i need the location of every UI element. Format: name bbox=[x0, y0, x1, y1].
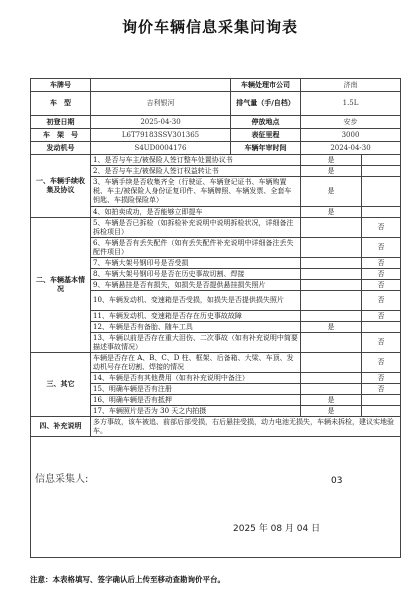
item-text: 3、车辆手续是否收集齐全（行驶证、车辆登记证书、车辆购置税、车主/被保险人身份证复印件、车辆牌照、车辆发票、全套车钥匙、车损险保险单） bbox=[91, 177, 301, 207]
remark-text: 多方事故，该车被追、前部后部受损，右后悬挂受损，动力电池无损失，车辆未拆检，建议实地验车。 bbox=[91, 417, 401, 437]
row-signature bbox=[31, 437, 401, 558]
item-yes: 是 bbox=[301, 177, 362, 207]
item-text: 4、如拍卖成功，是否能够立即提车 bbox=[91, 207, 301, 218]
item-text: 9、车辆悬挂是否有损失，如损失是否提供悬挂损失照片 bbox=[91, 280, 301, 291]
item-no bbox=[362, 155, 401, 166]
item-no bbox=[362, 406, 401, 417]
item-text: 16、明确车辆是否有抵押 bbox=[91, 395, 301, 406]
item-no: 否 bbox=[362, 258, 401, 269]
item-yes bbox=[301, 333, 362, 353]
item-yes: 是 bbox=[301, 207, 362, 218]
displacement-label: 排气量（手/自档） bbox=[231, 92, 301, 116]
frame-value: L6T79183SSV301365 bbox=[91, 129, 231, 142]
page-title: 询价车辆信息采集问询表 bbox=[121, 18, 298, 36]
table-row bbox=[31, 155, 401, 166]
item-no bbox=[362, 177, 401, 207]
section-procedures: 一、车辆手续收集及协议 bbox=[31, 155, 91, 218]
collector-mark: 03 bbox=[331, 476, 343, 486]
item-yes: 是 bbox=[301, 155, 362, 166]
item-no: 否 bbox=[362, 384, 401, 395]
item-text: 11、车辆发动机、变速箱是否存在历史事故故障 bbox=[91, 311, 301, 322]
item-no: 否 bbox=[362, 238, 401, 258]
row-model bbox=[31, 92, 401, 116]
reg-date-label: 初登日期 bbox=[31, 116, 91, 129]
item-no: 否 bbox=[362, 280, 401, 291]
item-no: 否 bbox=[362, 373, 401, 384]
item-text: 6、车辆是否有丢失配件（如有丢失配件补充说明中详细备注丢失配件项目） bbox=[91, 238, 301, 258]
item-no bbox=[362, 166, 401, 177]
handler-value: 济南 bbox=[301, 79, 401, 92]
item-text: 1、是否与车主/被保险人签订整车处置协议书 bbox=[91, 155, 301, 166]
table-row bbox=[31, 218, 401, 238]
item-yes bbox=[301, 280, 362, 291]
item-text: 2、是否与车主/被保险人签订权益转让书 bbox=[91, 166, 301, 177]
mileage-label: 表征里程 bbox=[231, 129, 301, 142]
item-yes: 是 bbox=[301, 166, 362, 177]
item-yes: 是 bbox=[301, 395, 362, 406]
row-engine bbox=[31, 142, 401, 155]
engine-label: 发动机号 bbox=[31, 142, 91, 155]
footer-note: 注意：本表格填写、签字确认后上传至移动查勘询价平台。 bbox=[30, 575, 225, 584]
parking-value: 安步 bbox=[301, 116, 401, 129]
parking-label: 停放地点 bbox=[231, 116, 301, 129]
item-no: 否 bbox=[362, 311, 401, 322]
item-text: 8、车辆大架号钢印号是否在历史事故切割、焊接 bbox=[91, 269, 301, 280]
section-other: 三、其它 bbox=[31, 353, 91, 417]
mileage-value: 3000 bbox=[301, 129, 401, 142]
item-text: 13、车辆以前是否存在重大泪伤、二次事故（如有补充说明中简要描述事故情况） bbox=[91, 333, 301, 353]
row-plate bbox=[31, 79, 401, 92]
model-value: 吉利银河 bbox=[91, 92, 231, 116]
item-text: 17、车辆照片是否为 30 天之内拍摄 bbox=[91, 406, 301, 417]
item-no bbox=[362, 322, 401, 333]
item-text: 10、车辆发动机、变速箱是否受损，如损失是否提供损失照片 bbox=[91, 291, 301, 311]
item-yes bbox=[301, 291, 362, 311]
item-no: 否 bbox=[362, 333, 401, 353]
item-yes bbox=[301, 384, 362, 395]
row-remarks bbox=[31, 417, 401, 437]
item-yes bbox=[301, 218, 362, 238]
item-no: 否 bbox=[362, 353, 401, 373]
row-reg-date bbox=[31, 116, 401, 129]
frame-label: 车 架 号 bbox=[31, 129, 91, 142]
item-no: 否 bbox=[362, 291, 401, 311]
table-row bbox=[31, 353, 401, 373]
plate-value bbox=[91, 79, 231, 92]
item-text: 车辆是否存在 A、B、C、D 柱、框架、后备箱、大梁、车顶、发动机号存在切割、焊接的情况 bbox=[91, 353, 301, 373]
signature-date: 2025 年 08 月 04 日 bbox=[233, 524, 321, 534]
item-yes: 是 bbox=[301, 406, 362, 417]
collector-label: 信息采集人: bbox=[35, 474, 89, 485]
item-no bbox=[362, 207, 401, 218]
item-yes bbox=[301, 269, 362, 280]
item-yes bbox=[301, 373, 362, 384]
row-frame bbox=[31, 129, 401, 142]
displacement-value: 1.5L bbox=[301, 92, 401, 116]
model-label: 车 型 bbox=[31, 92, 91, 116]
item-text: 14、车辆是否有其他费用（如有补充说明中备注） bbox=[91, 373, 301, 384]
item-yes bbox=[301, 353, 362, 373]
item-no: 否 bbox=[362, 269, 401, 280]
item-text: 7、车辆大架号钢印号是否受损 bbox=[91, 258, 301, 269]
signature-area bbox=[31, 437, 401, 558]
handler-label: 车辆处理市公司 bbox=[231, 79, 301, 92]
item-yes bbox=[301, 258, 362, 269]
plate-label: 车牌号 bbox=[31, 79, 91, 92]
annual-label: 车辆年审时间 bbox=[231, 142, 301, 155]
reg-date-value: 2025-04-30 bbox=[91, 116, 231, 129]
section-remarks: 四、补充说明 bbox=[31, 417, 91, 437]
item-text: 15、明确车辆是否有注册 bbox=[91, 384, 301, 395]
item-text: 5、车辆是否已拆检（如拆检补充说明中说明拆检状况，详细备注拆检项目） bbox=[91, 218, 301, 238]
item-yes bbox=[301, 311, 362, 322]
item-no: 否 bbox=[362, 218, 401, 238]
engine-value: S4UD0004176 bbox=[91, 142, 231, 155]
item-yes bbox=[301, 238, 362, 258]
item-yes: 是 bbox=[301, 322, 362, 333]
inquiry-form-table bbox=[30, 78, 401, 558]
item-no bbox=[362, 395, 401, 406]
annual-value: 2024-04-30 bbox=[301, 142, 401, 155]
section-condition: 二、车辆基本情况 bbox=[31, 218, 91, 353]
item-text: 12、车辆是否有备胎、随车工具 bbox=[91, 322, 301, 333]
